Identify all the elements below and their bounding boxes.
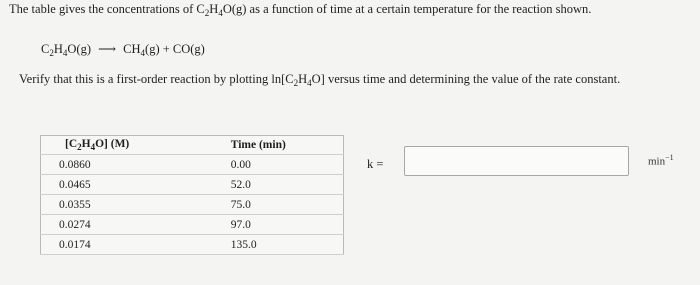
question-intro: The table gives the concentrations of $C_2H_4O(g)$ as a function of time at a certain temperature for the reaction shown.	[9, 2, 592, 18]
time-cell: 135.0	[175, 235, 344, 255]
table-header-row	[41, 136, 344, 155]
rate-constant-unit: $\min^{-1}$	[648, 153, 674, 168]
table-row	[41, 235, 344, 255]
concentration-header: $[C_2H_4O]$ (M)	[41, 136, 175, 155]
reaction-equation: $C_2H_4O(g)$ ⟶ $CH_4(g) + CO(g)$	[41, 42, 205, 58]
concentration-cell: 0.0355	[41, 195, 175, 215]
concentration-cell: 0.0174	[41, 235, 175, 255]
time-cell: 75.0	[175, 195, 344, 215]
time-cell: 0.00	[175, 155, 344, 175]
table-row	[41, 175, 344, 195]
table-row	[41, 155, 344, 175]
time-cell: 52.0	[175, 175, 344, 195]
table-row	[41, 215, 344, 235]
reaction-arrow-icon: ⟶	[98, 42, 117, 56]
concentration-cell: 0.0860	[41, 155, 175, 175]
rate-constant-label: k =	[367, 157, 384, 171]
time-cell: 97.0	[175, 215, 344, 235]
time-header: Time (min)	[175, 136, 344, 155]
question-instruction: Verify that this is a first-order reaction by plotting $\ln[C_2H_4O]$ versus time and determining the value of the rate constant.	[19, 72, 621, 88]
concentration-cell: 0.0465	[41, 175, 175, 195]
rate-constant-input[interactable]	[404, 146, 629, 176]
table-row	[41, 195, 344, 215]
concentration-table	[40, 135, 344, 255]
concentration-cell: 0.0274	[41, 215, 175, 235]
